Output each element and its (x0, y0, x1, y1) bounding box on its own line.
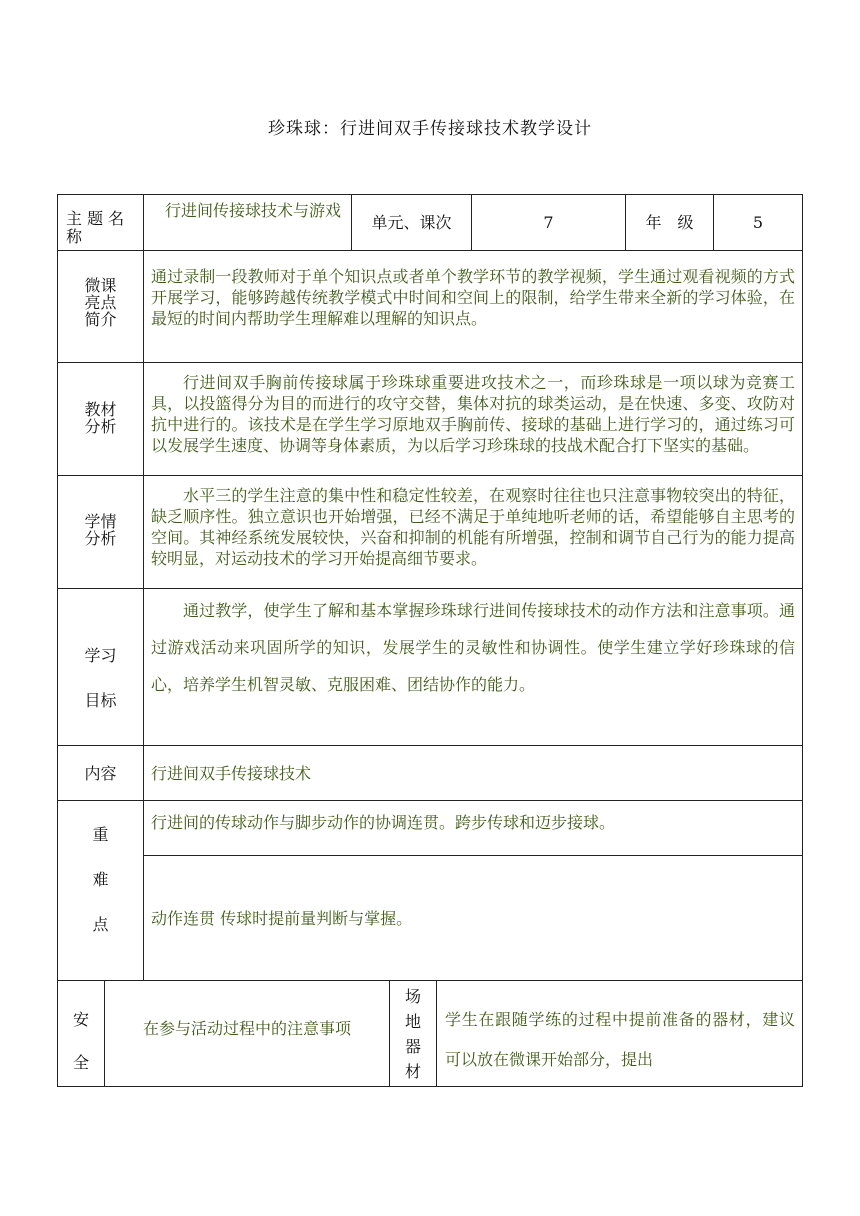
learner-label-line2: 分析 (84, 529, 117, 548)
key-points-label (58, 812, 143, 947)
goal-text: 通过教学，使学生了解和基本掌握珍珠球行进间传接球技术的动作方法和注意事项。通过游戏活动来巩固所学的知识，发展学生的灵敏性和协调性。使学生建立学好珍珠球的信心，培养学生机智灵敏、克服困难、团结协作的能力。 (151, 601, 795, 694)
intro-label-line3: 简介 (84, 310, 117, 329)
key-points-text: 行进间的传球动作与脚步动作的协调连贯。跨步传球和迈步接球。 (151, 813, 616, 832)
content-label: 内容 (84, 763, 117, 783)
difficult-points-text: 动作连贯 传球时提前量判断与掌握。 (151, 909, 413, 928)
material-text: 行进间双手胸前传接球属于珍珠球重要进攻技术之一，而珍珠球是一项以球为竞赛工具，以投篮得分为目的而进行的攻守交替，集体对抗的球类运动，是在快速、多变、攻防对抗中进行的。该技术是在学生学习原地双手胸前传、接球的基础上进行学习的，通过练习可以发展学生速度、协调等身体素质，为以后学习珍珠球的技战术配合打下坚实的基础。 (151, 373, 795, 455)
material-label-line2: 分析 (84, 417, 117, 436)
safety-label (58, 998, 104, 1084)
learner-text: 水平三的学生注意的集中性和稳定性较差，在观察时往往也只注意事物较突出的特征，缺乏顺序性。独立意识也开始增强，已经不满足于单纯地听老师的话，希望能够自主思考的空间。其神经系统发展较快，兴奋和抑制的机能有所增强，控制和调节自己行为的能力提高较明显，对运动技术的学习开始提高细节要求。 (151, 486, 795, 568)
unit-label: 单元、课次 (371, 213, 452, 232)
venue-text: 学生在跟随学练的过程中提前准备的器材，建议可以放在微课开始部分，提出 (445, 1010, 795, 1069)
venue-label-line3: 器 (404, 1037, 421, 1056)
learner-label-line1: 学情 (84, 512, 117, 531)
grade-value: 5 (752, 213, 764, 232)
key-points-label-line3: 点 (92, 915, 109, 934)
intro-label (58, 276, 143, 330)
safety-label-line2: 全 (72, 1053, 89, 1072)
learner-label (58, 512, 143, 549)
topic-label (60, 208, 142, 247)
goal-label-line1: 学习 (84, 646, 117, 665)
material-label (58, 400, 143, 437)
topic-label-line1: 主 题 名 (66, 209, 125, 228)
venue-label (390, 984, 436, 1084)
material-label-line1: 教材 (84, 400, 117, 419)
venue-label-line2: 地 (404, 1012, 421, 1031)
goal-label (58, 633, 143, 723)
intro-text: 通过录制一段教师对于单个知识点或者单个教学环节的教学视频，学生通过观看视频的方式开展学习，能够跨越传统教学模式中时间和空间上的限制，给学生带来全新的学习体验，在最短的时间内帮助学生理解难以理解的知识点。 (151, 267, 795, 328)
intro-label-line1: 微课 (84, 276, 117, 295)
content-text: 行进间双手传接球技术 (151, 764, 312, 783)
key-points-label-line1: 重 (92, 825, 109, 844)
venue-label-line1: 场 (404, 987, 421, 1006)
goal-label-line2: 目标 (84, 691, 117, 710)
venue-label-line4: 材 (404, 1062, 421, 1081)
document-title: 珍珠球：行进间双手传接球技术教学设计 (268, 119, 592, 139)
intro-label-line2: 亮点 (84, 293, 117, 312)
safety-text: 在参与活动过程中的注意事项 (142, 1019, 351, 1038)
safety-label-line1: 安 (72, 1010, 89, 1029)
topic-value: 行进间传接球技术与游戏 (164, 201, 341, 220)
unit-value: 7 (543, 213, 554, 232)
key-points-label-line2: 难 (92, 870, 109, 889)
grade-label: 年 级 (645, 213, 694, 232)
topic-label-line2: 称 (66, 227, 83, 246)
